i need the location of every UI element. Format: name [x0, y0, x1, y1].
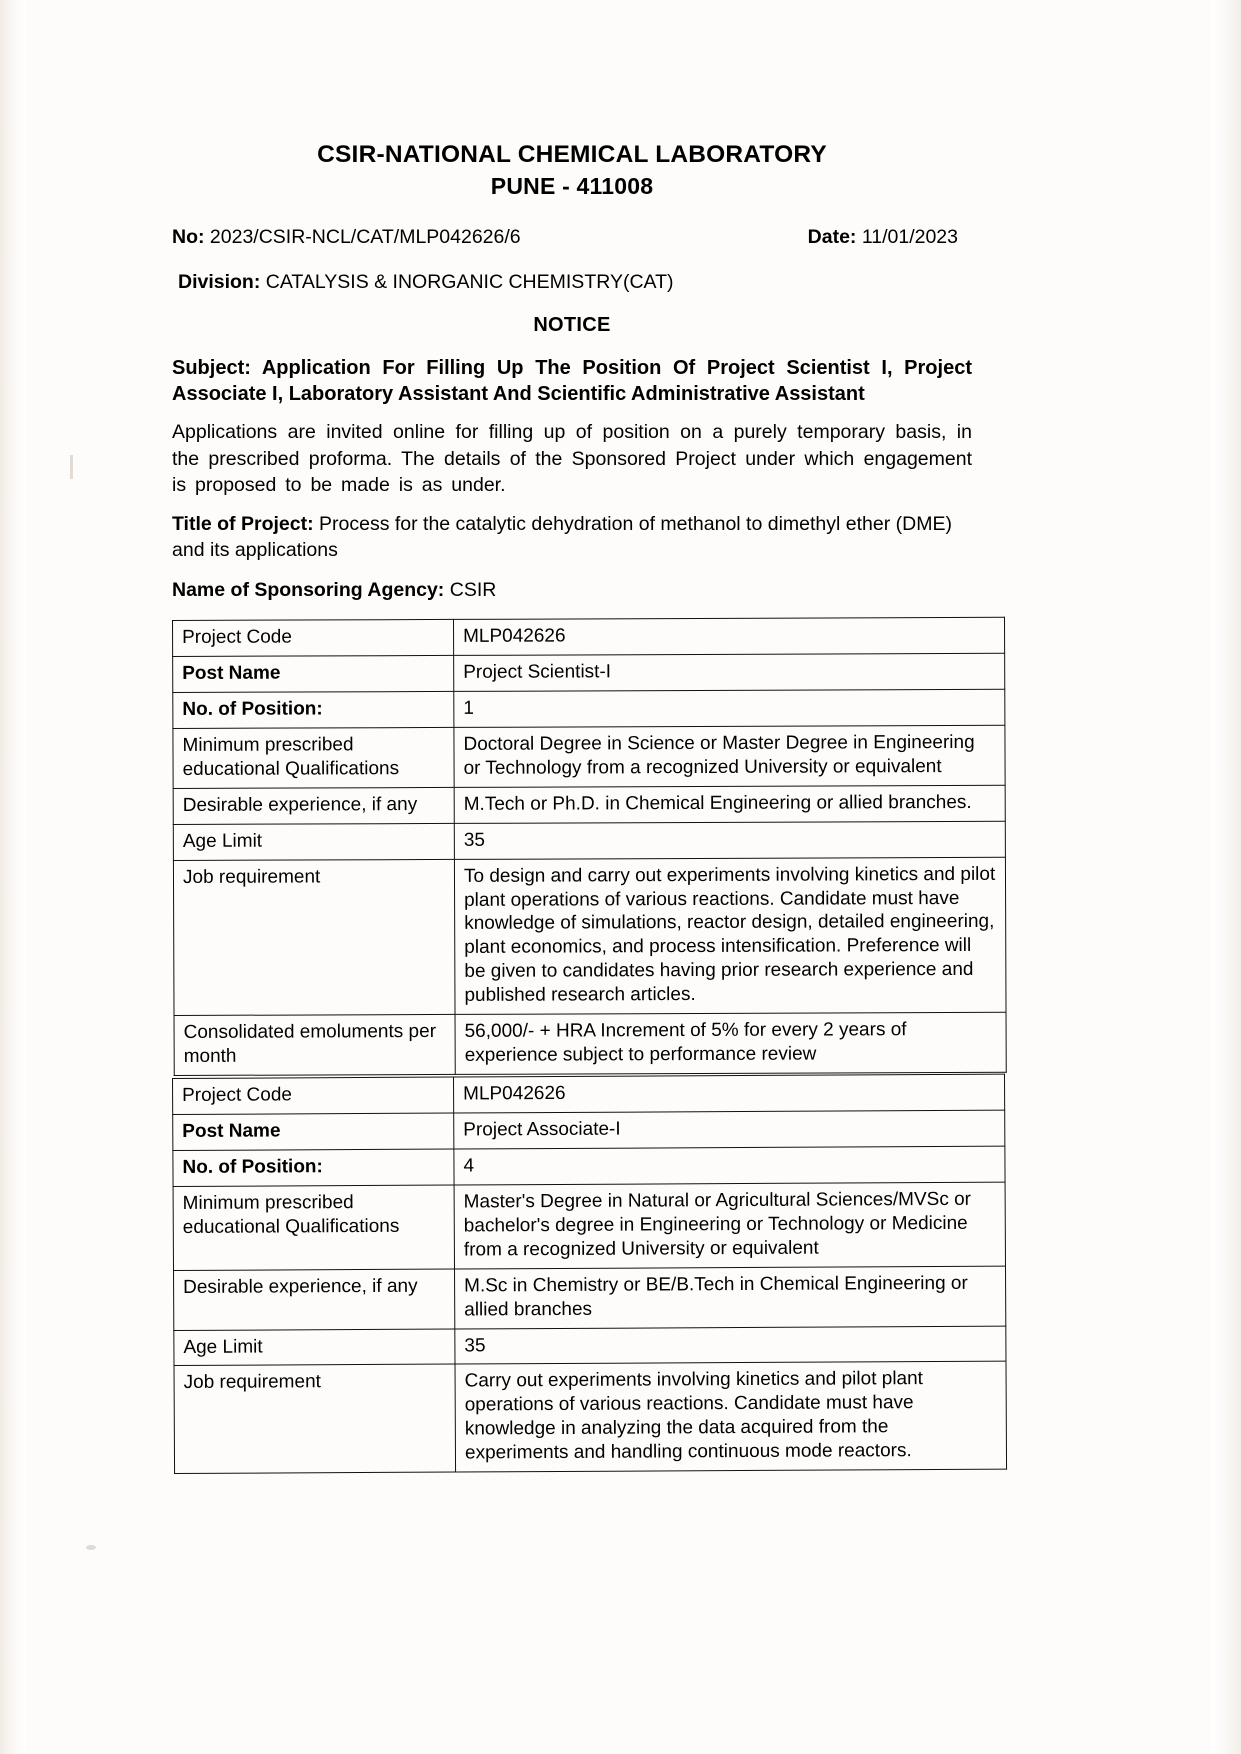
- table-body: [173, 617, 1007, 1075]
- organization-location: PUNE - 411008: [490, 172, 654, 199]
- row-value: Project Associate-I: [454, 1110, 1005, 1149]
- scan-edge-left: [0, 0, 26, 1754]
- division-label: Division:: [178, 270, 261, 293]
- row-label: Desirable experience, if any: [173, 787, 454, 824]
- post-table-wrapper-1: [172, 617, 996, 1076]
- post-details-table-project-associate-i: [172, 1074, 1007, 1475]
- row-label: Minimum prescribed educational Qualifications: [173, 727, 454, 788]
- table-row: [173, 1074, 1005, 1114]
- table-row: [173, 1110, 1005, 1150]
- subject-label: Subject:: [172, 356, 251, 379]
- row-label: No. of Position:: [173, 691, 454, 728]
- table-row: [173, 785, 1005, 824]
- row-value: 35: [454, 821, 1005, 859]
- table-row: [173, 617, 1005, 656]
- division-line: [172, 271, 972, 294]
- table-body: [173, 1074, 1007, 1474]
- row-label: Age Limit: [174, 1329, 455, 1366]
- subject-line: [172, 355, 972, 408]
- table-row: [173, 821, 1005, 860]
- table-row: [173, 725, 1005, 788]
- row-label: No. of Position:: [173, 1149, 454, 1186]
- row-label: Consolidated emoluments per month: [174, 1015, 455, 1076]
- row-label: Project Code: [173, 1077, 454, 1114]
- scan-speckle: [86, 1545, 96, 1550]
- row-label: Post Name: [173, 1113, 454, 1150]
- row-value: Project Scientist-I: [454, 653, 1005, 691]
- sponsoring-agency-line: [172, 578, 972, 604]
- row-label: Project Code: [173, 620, 454, 657]
- post-details-table-project-scientist-i: [172, 617, 1007, 1076]
- reference-number: [172, 226, 521, 249]
- table-row: [174, 1326, 1006, 1366]
- scan-edge-right: [1211, 0, 1241, 1754]
- reference-row: [172, 226, 972, 249]
- sponsoring-agency-value: CSIR: [449, 579, 497, 602]
- reference-number-label: No:: [172, 225, 205, 248]
- row-value: M.Tech or Ph.D. in Chemical Engineering or allied branches.: [454, 785, 1005, 823]
- row-label: Minimum prescribed educational Qualifications: [173, 1185, 454, 1270]
- row-label: Post Name: [173, 655, 454, 692]
- division-value: CATALYSIS & INORGANIC CHEMISTRY(CAT): [265, 270, 674, 293]
- post-table-wrapper-2: [172, 1074, 974, 1474]
- notice-date-label: Date:: [807, 225, 857, 248]
- row-value: Master's Degree in Natural or Agricultural Sciences/MVSc or bachelor's degree in Engineering or Technology or Medicine from a recognized University or equivalent: [454, 1182, 1005, 1269]
- row-label: Age Limit: [173, 823, 454, 860]
- table-row: [174, 1266, 1006, 1330]
- row-value: MLP042626: [453, 617, 1004, 655]
- organization-title: CSIR-NATIONAL CHEMICAL LABORATORY: [317, 141, 827, 168]
- row-value: Doctoral Degree in Science or Master Degree in Engineering or Technology from a recognized University or equivalent: [454, 725, 1005, 787]
- row-value: To design and carry out experiments involving kinetics and pilot plant operations of various reactions. Candidate must have knowledge of simulations, reactor design, detailed engineering, plant economics, and process intensification. Preference will be given to candidates having prior research experience and published research articles.: [454, 857, 1006, 1015]
- project-title-line: [172, 512, 972, 564]
- table-row: [173, 689, 1005, 728]
- document-content: [172, 140, 996, 1474]
- project-title-value: Process for the catalytic dehydration of methanol to dimethyl ether (DME) and its applications: [172, 513, 952, 562]
- subject-text: Application For Filling Up The Position Of Project Scientist I, Project Associate I, Laboratory Assistant And Scientific Administrative Assistant: [172, 356, 972, 406]
- table-row: [173, 857, 1006, 1016]
- notice-date: [808, 226, 972, 249]
- notice-date-value: 11/01/2023: [861, 225, 958, 248]
- notice-heading: NOTICE: [533, 313, 611, 336]
- scan-speckle: [70, 455, 73, 479]
- row-value: MLP042626: [453, 1074, 1004, 1113]
- table-row: [173, 653, 1005, 692]
- reference-number-value: 2023/CSIR-NCL/CAT/MLP042626/6: [209, 225, 521, 248]
- row-value: 1: [454, 689, 1005, 727]
- row-label: Job requirement: [173, 859, 455, 1016]
- row-label: Desirable experience, if any: [174, 1269, 455, 1330]
- table-row: [174, 1013, 1006, 1076]
- row-label: Job requirement: [174, 1365, 456, 1474]
- row-value: M.Sc in Chemistry or BE/B.Tech in Chemical Engineering or allied branches: [455, 1266, 1006, 1329]
- intro-paragraph: Applications are invited online for filling up of position on a purely temporary basis, in the prescribed proforma. The details of the Sponsored Project under which engagement is proposed to be made is as under.: [172, 421, 972, 497]
- row-value: Carry out experiments involving kinetics and pilot plant operations of various reactions. Candidate must have knowledge in analyzing the data acquired from the experiments and handling continuous mode reactors.: [455, 1362, 1007, 1473]
- table-row: [174, 1362, 1007, 1474]
- row-value: 35: [455, 1326, 1006, 1365]
- row-value: 4: [454, 1146, 1005, 1185]
- row-value: 56,000/- + HRA Increment of 5% for every 2 years of experience subject to performance review: [455, 1013, 1006, 1075]
- sponsoring-agency-label: Name of Sponsoring Agency:: [172, 579, 445, 602]
- project-title-label: Title of Project:: [172, 513, 314, 536]
- table-row: [173, 1182, 1005, 1270]
- table-row: [173, 1146, 1005, 1186]
